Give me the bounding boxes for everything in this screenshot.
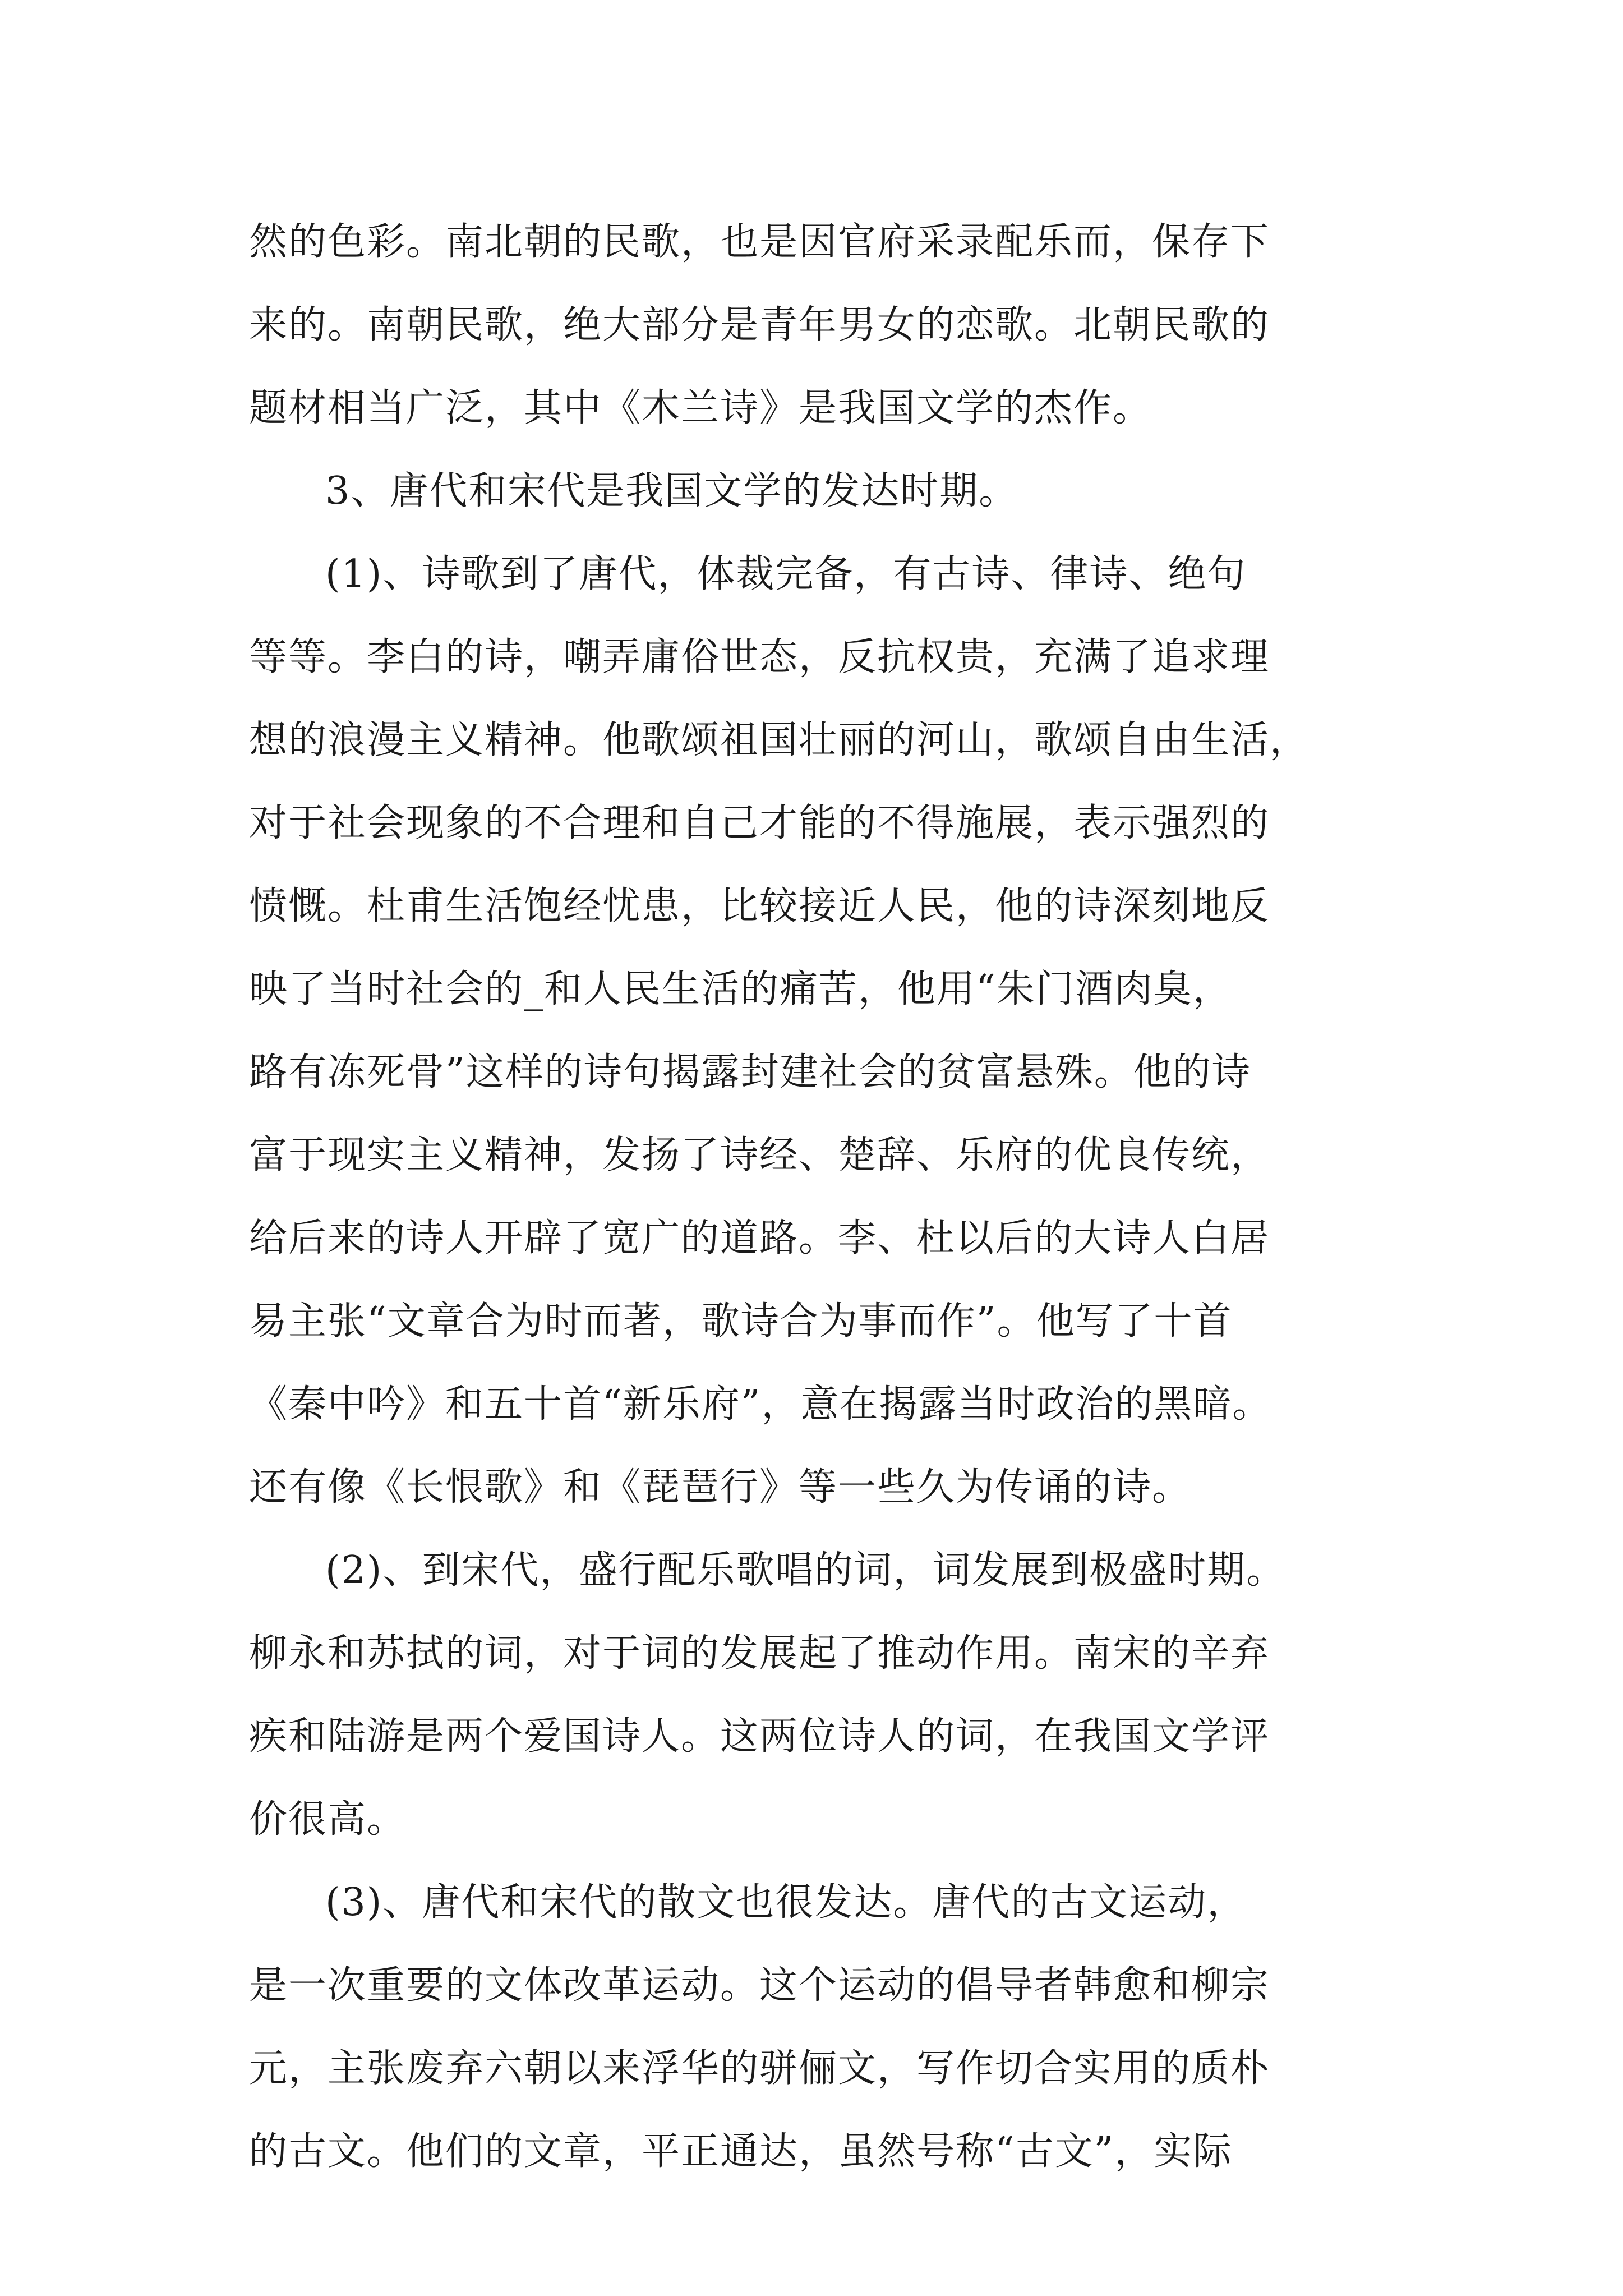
text-line: 路有冻死骨”这样的诗句揭露封建社会的贫富悬殊。他的诗 <box>249 1050 1251 1094</box>
text-line: (3)、唐代和宋代的散文也很发达。唐代的古文运动， <box>325 1880 1247 1925</box>
section-heading: 3、唐代和宋代是我国文学的发达时期。 <box>325 469 1018 513</box>
text-line: 给后来的诗人开辟了宽广的道路。李、杜以后的大诗人白居 <box>249 1216 1270 1260</box>
text-line: 对于社会现象的不合理和自己才能的不得施展，表示强烈的 <box>249 801 1270 845</box>
text-line: 然的色彩。南北朝的民歌，也是因官府采录配乐而，保存下 <box>249 220 1270 264</box>
text-line: 映了当时社会的_和人民生活的痛苦，他用“朱门酒肉臭， <box>249 967 1232 1011</box>
text-line: 愤慨。杜甫生活饱经忧患，比较接近人民，他的诗深刻地反 <box>249 884 1270 928</box>
text-line: 易主张“文章合为时而著，歌诗合为事而作”。他写了十首 <box>249 1299 1233 1343</box>
text-line: 等等。李白的诗，嘲弄庸俗世态，反抗权贵，充满了追求理 <box>249 635 1270 679</box>
text-line: 富于现实主义精神，发扬了诗经、楚辞、乐府的优良传统， <box>249 1133 1270 1177</box>
text-line: 柳永和苏拭的词，对于词的发展起了推动作用。南宋的辛弃 <box>249 1631 1270 1676</box>
text-line: 想的浪漫主义精神。他歌颂祖国壮丽的河山，歌颂自由生活， <box>249 718 1310 762</box>
text-line: 的古文。他们的文章，平正通达，虽然号称“古文”，实际 <box>249 2129 1233 2174</box>
text-line: 是一次重要的文体改革运动。这个运动的倡导者韩愈和柳宗 <box>249 1963 1270 2008</box>
text-line: 疾和陆游是两个爱国诗人。这两位诗人的词，在我国文学评 <box>249 1714 1270 1759</box>
text-line: (1)、诗歌到了唐代，体裁完备，有古诗、律诗、绝句 <box>325 552 1247 596</box>
text-line: 价很高。 <box>249 1797 407 1842</box>
text-line: 题材相当广泛，其中《木兰诗》是我国文学的杰作。 <box>249 386 1152 430</box>
text-line: 元，主张废弃六朝以来浮华的骈俪文，写作切合实用的质朴 <box>249 2046 1270 2091</box>
text-line: (2)、到宋代，盛行配乐歌唱的词，词发展到极盛时期。 <box>325 1548 1286 1593</box>
text-line: 来的。南朝民歌，绝大部分是青年男女的恋歌。北朝民歌的 <box>249 303 1270 347</box>
text-line: 还有像《长恨歌》和《琵琶行》等一些久为传诵的诗。 <box>249 1465 1192 1510</box>
text-line: 《秦中吟》和五十首“新乐府”，意在揭露当时政治的黑暗。 <box>249 1382 1272 1427</box>
